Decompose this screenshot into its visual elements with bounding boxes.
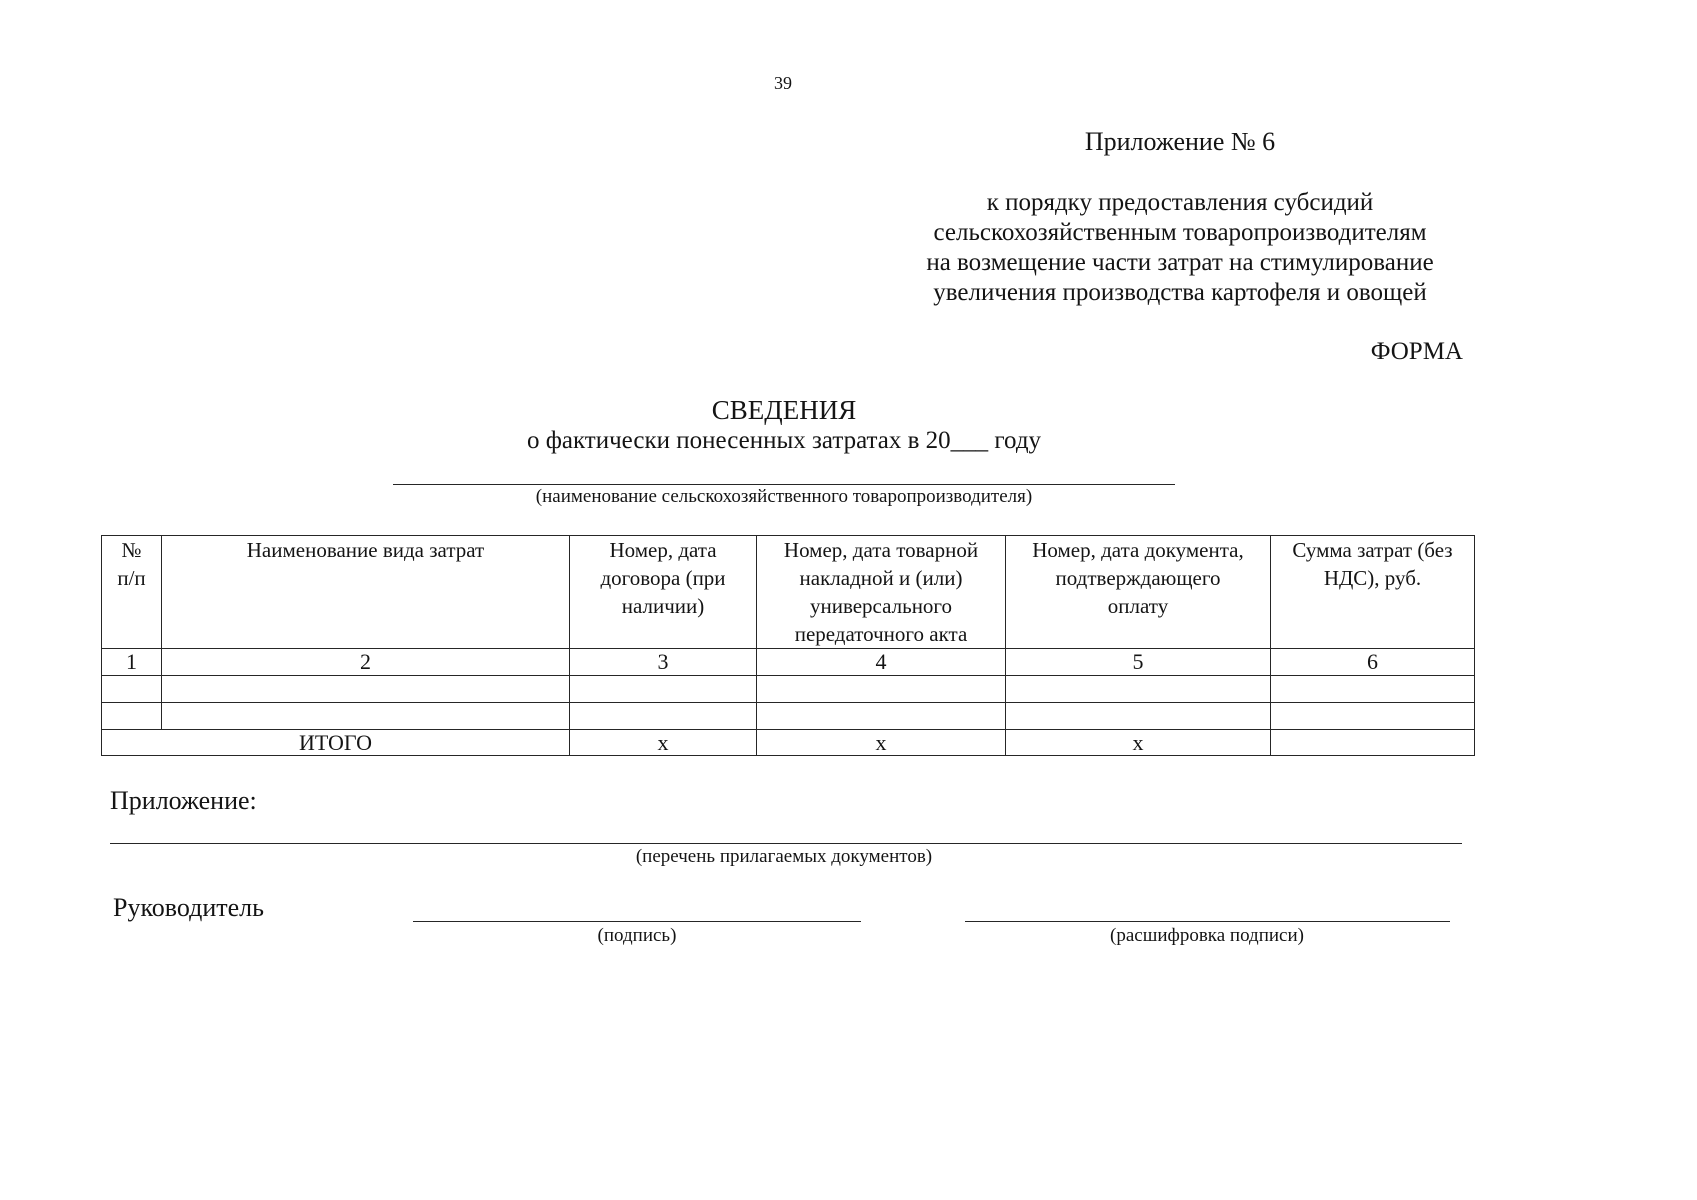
appendix-reference-line: увеличения производства картофеля и овощей <box>933 279 1427 306</box>
table-cell <box>162 703 570 730</box>
table-cell <box>570 676 757 703</box>
total-label: ИТОГО <box>102 730 570 756</box>
form-label: ФОРМА <box>1370 338 1463 365</box>
table-cell <box>1271 676 1475 703</box>
table-cell <box>757 703 1006 730</box>
appendix-title: Приложение № 6 <box>1084 127 1276 156</box>
total-row <box>102 730 1475 756</box>
table-header-cell <box>102 536 162 649</box>
total-amount-cell <box>1271 730 1475 756</box>
table-header-row <box>102 536 1475 649</box>
column-number-cell: 5 <box>1006 649 1271 676</box>
table-cell <box>570 703 757 730</box>
signature-line <box>413 921 861 922</box>
table-row <box>102 703 1475 730</box>
signature-decoding-caption: (расшифровка подписи) <box>1110 925 1304 946</box>
table-cell <box>1271 703 1475 730</box>
appendix-reference-line: к порядку предоставления субсидий <box>986 189 1374 216</box>
column-number-cell: 6 <box>1271 649 1475 676</box>
page-number: 39 <box>774 73 792 93</box>
attachments-line <box>110 843 1462 844</box>
column-number-cell: 1 <box>102 649 162 676</box>
header-line: Номер, дата <box>609 538 717 562</box>
table-header-cell <box>162 536 570 649</box>
table-header-cell <box>757 536 1006 649</box>
attachments-caption: (перечень прилагаемых документов) <box>635 846 933 867</box>
appendix-reference <box>880 188 1480 308</box>
header-line: НДС), руб. <box>1323 566 1422 590</box>
column-number-cell: 4 <box>757 649 1006 676</box>
appendix-reference-line: сельскохозяйственным товаропроизводителям <box>933 219 1427 246</box>
table-cell <box>102 703 162 730</box>
header-line: № <box>121 538 142 562</box>
appendix-reference-line: на возмещение части затрат на стимулирование <box>926 249 1434 276</box>
header-line: оплату <box>1107 594 1169 618</box>
header-line: договора (при <box>600 566 726 590</box>
document-title: СВЕДЕНИЯ <box>711 395 857 425</box>
producer-name-caption: (наименование сельскохозяйственного товаропроизводителя) <box>535 486 1033 507</box>
producer-name-line <box>393 484 1175 485</box>
table-row <box>102 676 1475 703</box>
document-subtitle: о фактически понесенных затратах в 20___ году <box>526 427 1042 454</box>
attachments-label: Приложение: <box>110 786 257 815</box>
signatory-role: Руководитель <box>113 893 264 922</box>
header-line: Номер, дата товарной <box>783 538 979 562</box>
total-cell: х <box>570 730 757 756</box>
header-line: Сумма затрат (без <box>1292 538 1453 562</box>
table-cell <box>1006 676 1271 703</box>
table-header-cell <box>1271 536 1475 649</box>
expenses-table <box>101 535 1475 756</box>
header-line: подтверждающего <box>1055 566 1221 590</box>
signature-decoding-line <box>965 921 1450 922</box>
table-header-cell <box>570 536 757 649</box>
total-cell: х <box>757 730 1006 756</box>
table-cell <box>162 676 570 703</box>
table-cell <box>102 676 162 703</box>
table-cell <box>757 676 1006 703</box>
header-line: Номер, дата документа, <box>1032 538 1244 562</box>
table-header-cell <box>1006 536 1271 649</box>
header-line: универсального <box>809 594 953 618</box>
total-cell: х <box>1006 730 1271 756</box>
header-line: передаточного акта <box>794 622 968 646</box>
header-line: Наименование вида затрат <box>246 538 485 562</box>
header-line: накладной и (или) <box>799 566 963 590</box>
header-line: п/п <box>117 566 146 590</box>
header-line: наличии) <box>621 594 705 618</box>
column-number-cell: 3 <box>570 649 757 676</box>
signature-caption: (подпись) <box>597 925 677 946</box>
table-cell <box>1006 703 1271 730</box>
column-number-row <box>102 649 1475 676</box>
column-number-cell: 2 <box>162 649 570 676</box>
